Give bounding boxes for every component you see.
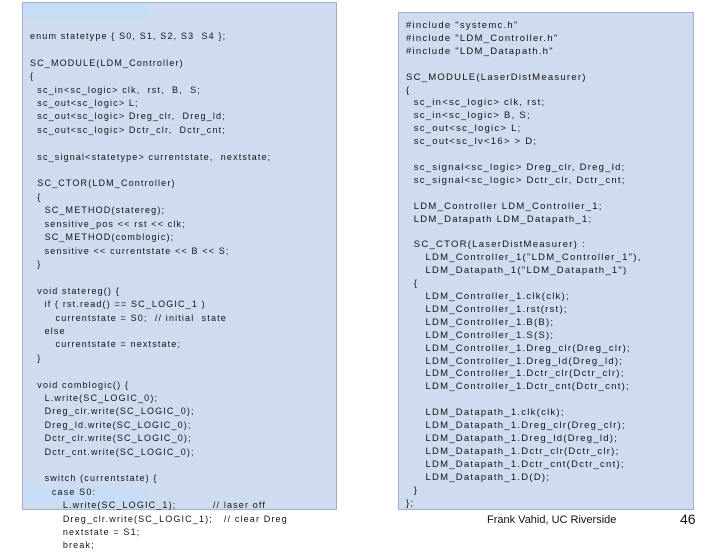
page-number: 46 [680,511,696,527]
ldm-controller-code: enum statetype { S0, S1, S2, S3 S4 }; SC_MODULE(LDM_Controller) { sc_in<sc_logic> clk, rst, B, S; sc_out<sc_logic> L; sc_out<sc_logic> Dreg_clr, Dreg_ld; sc_out<sc_logic> Dctr_clr, Dctr_cnt; sc_signal<statetype> currentstate, nextstate; SC_CTOR(LDM_Controller) { SC_METHOD(statereg); sensitive_pos << rst << clk; SC_METHOD(comblogic); sensitive << currentstate << B << S; } void statereg() { if ( rst.read() == SC_LOGIC_1 ) currentstate = S0; // initial state else currentstate = nextstate; } void comblogic() { L.write(SC_LOGIC_0); Dreg_clr.write(SC_LOGIC_0); Dreg_ld.write(SC_LOGIC_0); Dctr_clr.write(SC_LOGIC_0); Dctr_cnt.write(SC_LOGIC_0); switch (currentstate) { case S0: L.write(SC_LOGIC_1); // laser off Dreg_clr.write(SC_LOGIC_1); // clear Dreg nextstate = S1; break; [30,31,288,551]
laser-dist-measurer-code: #include "systemc.h" #include "LDM_Controller.h" #include "LDM_Datapath.h" SC_MODULE(LaserDistMeasurer) { sc_in<sc_logic> clk, rst; sc_in<sc_logic> B, S; sc_out<sc_logic> L; sc_out<sc_lv<16> > D; sc_signal<sc_logic> Dreg_clr, Dreg_ld; sc_signal<sc_logic> Dctr_clr, Dctr_cnt; LDM_Controller LDM_Controller_1; LDM_Datapath LDM_Datapath_1; SC_CTOR(LaserDistMeasurer) : LDM_Controller_1("LDM_Controller_1"), LDM_Datapath_1("LDM_Datapath_1") { LDM_Controller_1.clk(clk); LDM_Controller_1.rst(rst); LDM_Controller_1.B(B); LDM_Controller_1.S(S); LDM_Controller_1.Dreg_clr(Dreg_clr); LDM_Controller_1.Dreg_ld(Dreg_ld); LDM_Controller_1.Dctr_clr(Dctr_clr); LDM_Controller_1.Dctr_cnt(Dctr_cnt); LDM_Datapath_1.clk(clk); LDM_Datapath_1.Dreg_clr(Dreg_clr); LDM_Datapath_1.Dreg_ld(Dreg_ld); LDM_Datapath_1.Dctr_clr(Dctr_clr); LDM_Datapath_1.Dctr_cnt(Dctr_cnt); LDM_Datapath_1.D(D); } }; [406,20,642,509]
footer-credit: Frank Vahid, UC Riverside [487,514,617,526]
panel-tab-top [24,3,149,19]
